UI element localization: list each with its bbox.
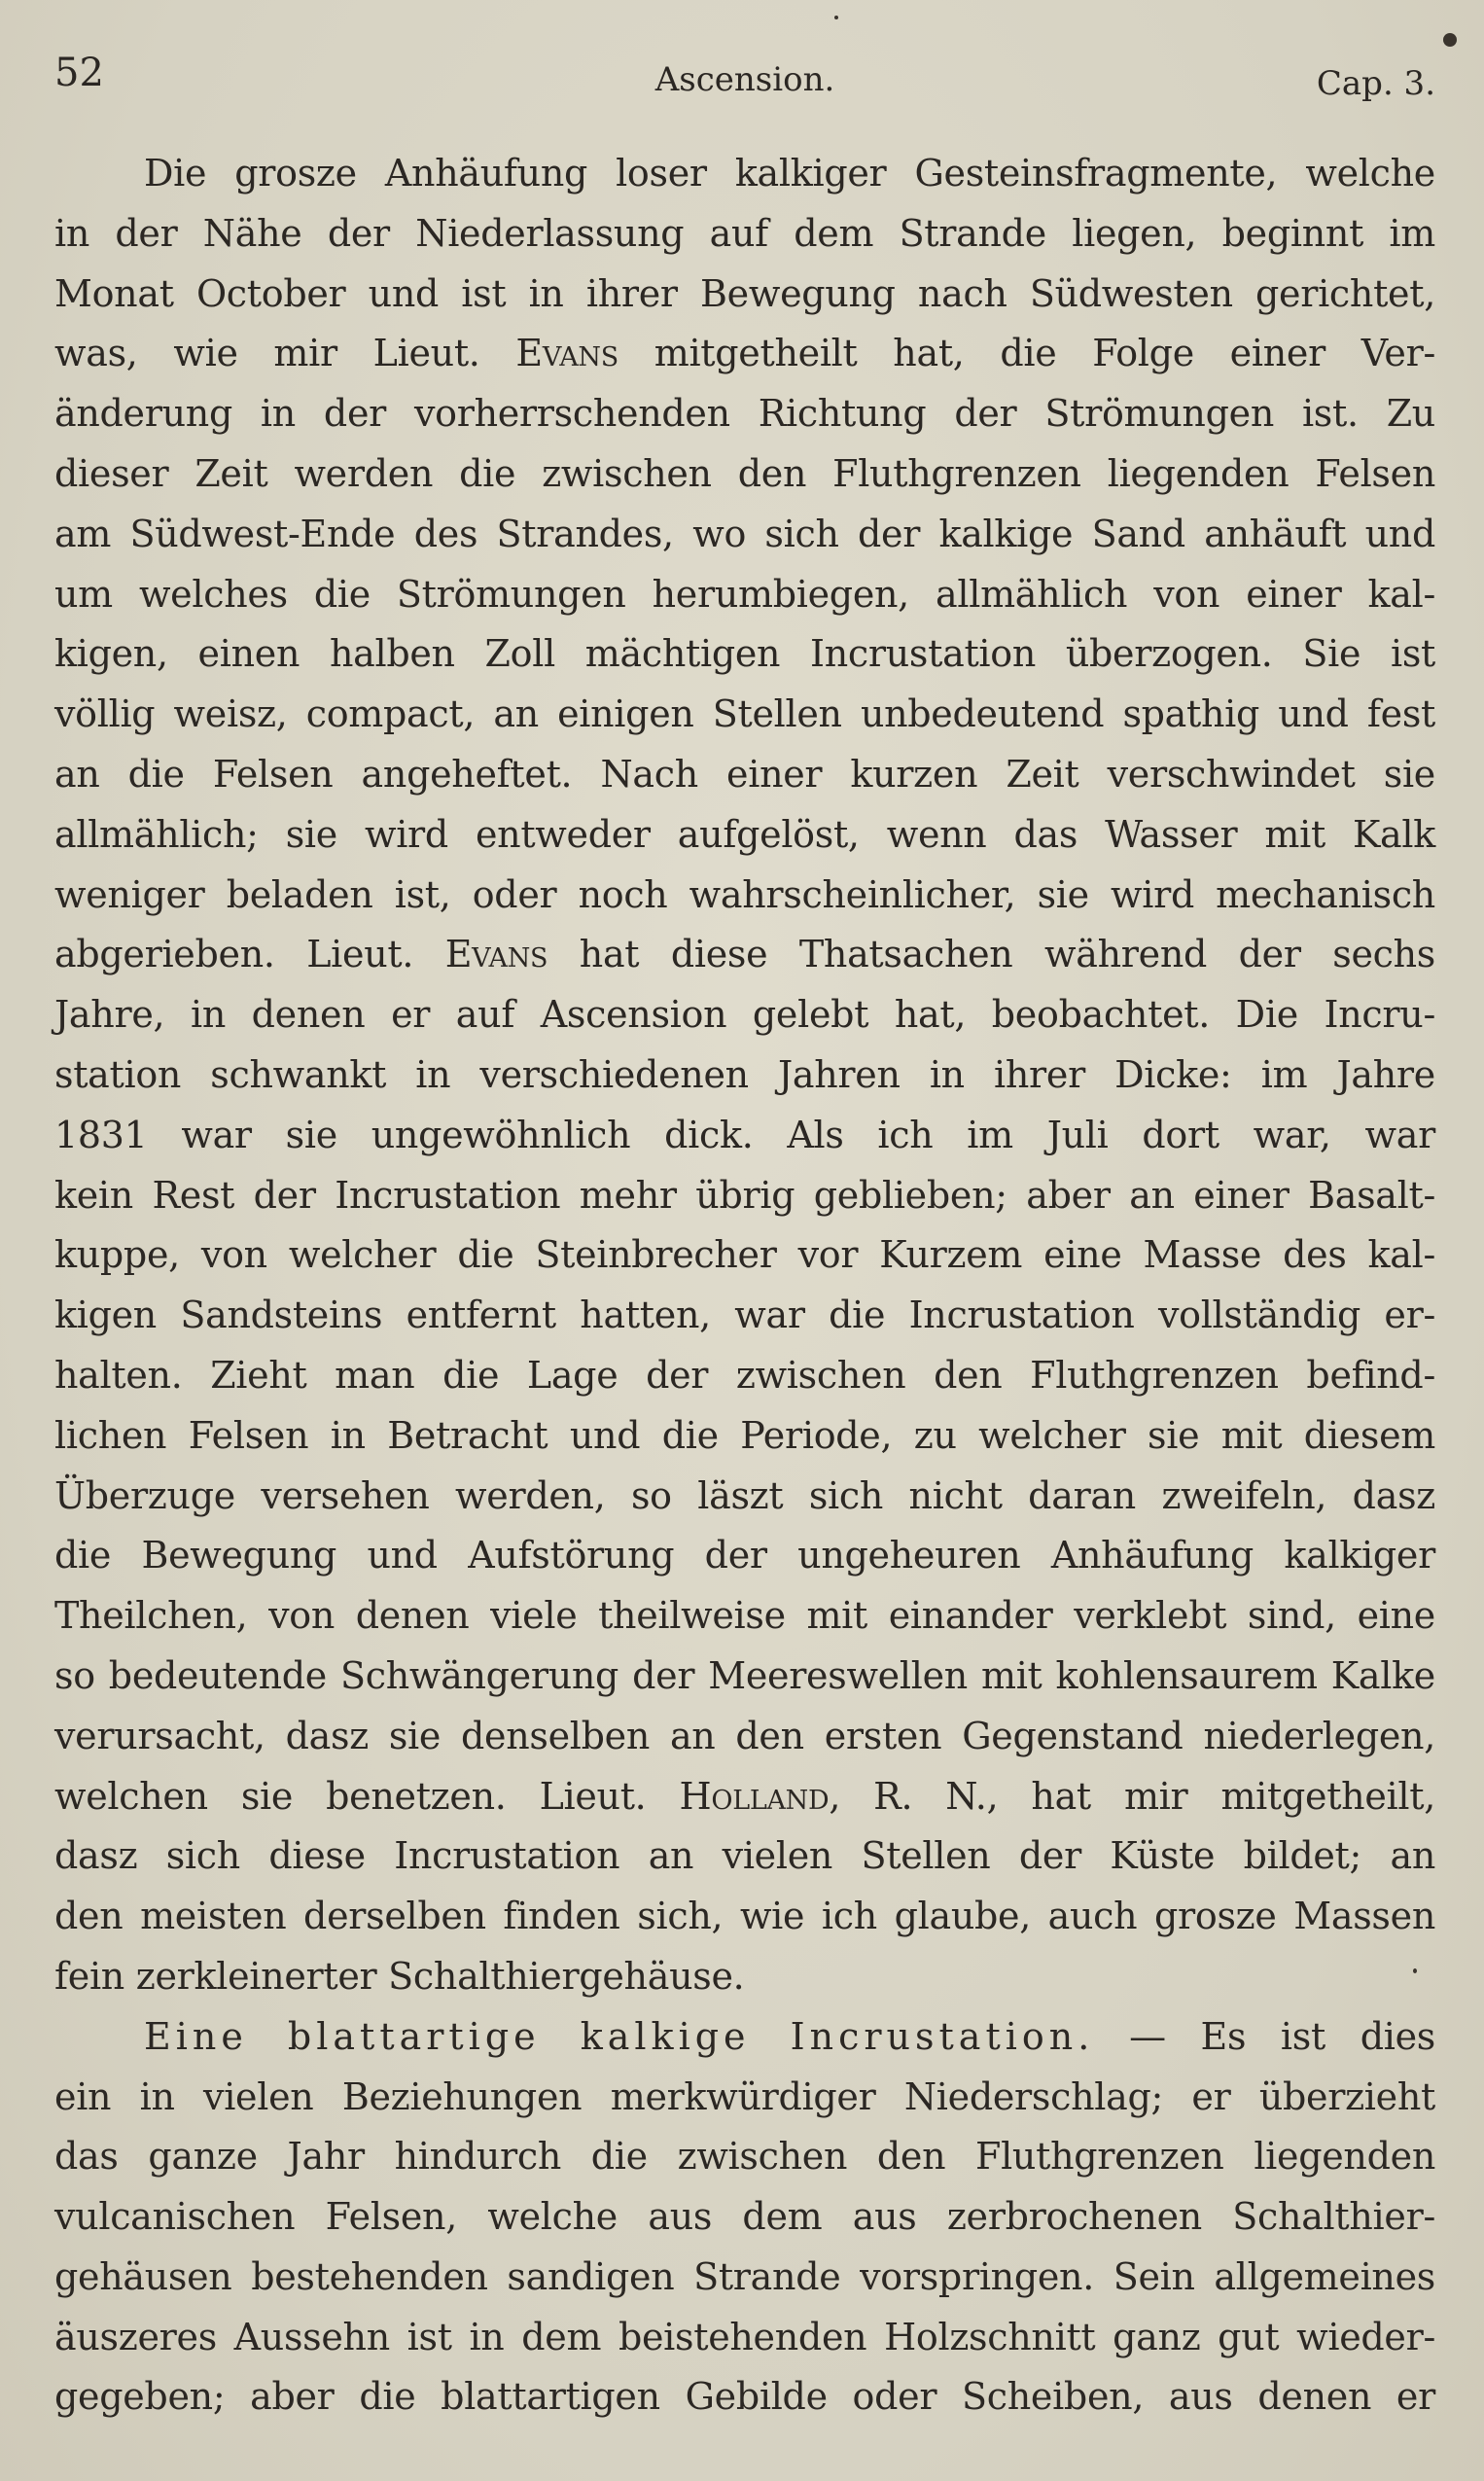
ink-speck [834,16,838,19]
text-line: dieser Zeit werden die zwischen den Fluthgrenzen liegenden Felsen [54,451,1435,495]
text-fragment: — Es ist dies [1129,2014,1435,2058]
text-line: das ganze Jahr hindurch die zwischen den Fluthgrenzen liegenden [54,2135,1435,2179]
text-line: Überzuge versehen werden, so läszt sich nicht daran zweifeln, dasz [54,1473,1435,1517]
page-header [54,51,1435,109]
text-line: am Südwest-Ende des Strandes, wo sich der kalkige Sand anhäuft und [54,512,1435,555]
text-line: was, wie mir Lieut. Evans mitgetheilt hat, die Folge einer Ver- [54,332,1435,375]
text-line: gegeben; aber die blattartigen Gebilde oder Scheiben, aus denen er [54,2375,1435,2419]
text-line [54,2007,1435,2068]
text-line: dasz sich diese Incrustation an vielen Stellen der Küste bildet; an [54,1834,1435,1878]
text-line: allmählich; sie wird entweder aufgelöst, wenn das Wasser mit Kalk [54,812,1435,856]
running-head: Ascension. [654,60,835,99]
text-line: ein in vielen Beziehungen merkwürdiger Niederschlag; er überzieht [54,2074,1435,2118]
text-line: um welches die Strömungen herumbiegen, allmählich von einer kal- [54,572,1435,616]
text-line: vulcanischen Felsen, welche aus dem aus zerbrochenen Schalthier- [54,2195,1435,2239]
text-line: änderung in der vorherrschenden Richtung der Strömungen ist. Zu [54,392,1435,436]
text-line: Jahre, in denen er auf Ascension gelebt hat, beobachtet. Die Incru- [54,993,1435,1037]
text-line: äuszeres Aussehn ist in dem beistehenden Holzschnitt ganz gut wieder- [54,2315,1435,2358]
text-line: an die Felsen angeheftet. Nach einer kurzen Zeit verschwindet sie [54,752,1435,796]
text-line: weniger beladen ist, oder noch wahrscheinlicher, sie wird mechanisch [54,872,1435,916]
text-line: kigen Sandsteins entfernt hatten, war die Incrustation vollständig er- [54,1294,1435,1337]
text-line: abgerieben. Lieut. Evans hat diese Thatsachen während der sechs [54,933,1435,976]
text-line: station schwankt in verschiedenen Jahren in ihrer Dicke: im Jahre [54,1052,1435,1096]
text-line: welchen sie benetzen. Lieut. Holland, R. N., hat mir mitgetheilt, [54,1774,1436,1818]
text-line: Theilchen, von denen viele theilweise mit einander verklebt sind, eine [54,1594,1435,1638]
ink-speck [1443,33,1457,47]
text-line: den meisten derselben finden sich, wie ich glaube, auch grosze Massen [54,1895,1435,1938]
text-line: fein zerkleinerter Schalthiergehäuse. [54,1954,745,1998]
text-line: kigen, einen halben Zoll mächtigen Incrustation überzogen. Sie ist [54,632,1435,676]
paragraph-1 [54,144,1435,2007]
page-number: 52 [54,51,104,95]
text-line: in der Nähe der Niederlassung auf dem Strande liegen, beginnt im [54,211,1435,255]
text-line: Die grosze Anhäufung loser kalkiger Gesteinsfragmente, welche [144,152,1435,195]
text-line: 1831 war sie ungewöhnlich dick. Als ich im Juli dort war, war [54,1113,1435,1156]
text-line: lichen Felsen in Betracht und die Periode, zu welcher sie mit diesem [54,1413,1435,1457]
text-line: verursacht, dasz sie denselben an den ersten Gegenstand niederlegen, [54,1714,1435,1757]
chapter-label: Cap. 3. [1316,64,1435,103]
section-heading: Eine blattartige kalkige Incrustation. [144,2014,1095,2058]
ink-speck [1413,1968,1417,1973]
text-line: Monat October und ist in ihrer Bewegung nach Südwesten gerichtet, [54,271,1435,315]
text-line: kein Rest der Incrustation mehr übrig geblieben; aber an einer Basalt- [54,1173,1435,1217]
body-text [54,144,1435,2428]
text-line: die Bewegung und Aufstörung der ungeheuren Anhäufung kalkiger [54,1534,1435,1577]
text-line: völlig weisz, compact, an einigen Stellen unbedeutend spathig und fest [54,692,1435,736]
text-line: so bedeutende Schwängerung der Meereswellen mit kohlensaurem Kalke [54,1653,1435,1697]
text-line: kuppe, von welcher die Steinbrecher vor Kurzem eine Masse des kal- [54,1233,1435,1277]
paragraph-2 [54,2007,1435,2428]
text-line: gehäusen bestehenden sandigen Strande vorspringen. Sein allgemeines [54,2254,1435,2298]
text-line: halten. Zieht man die Lage der zwischen den Fluthgrenzen befind- [54,1353,1435,1397]
